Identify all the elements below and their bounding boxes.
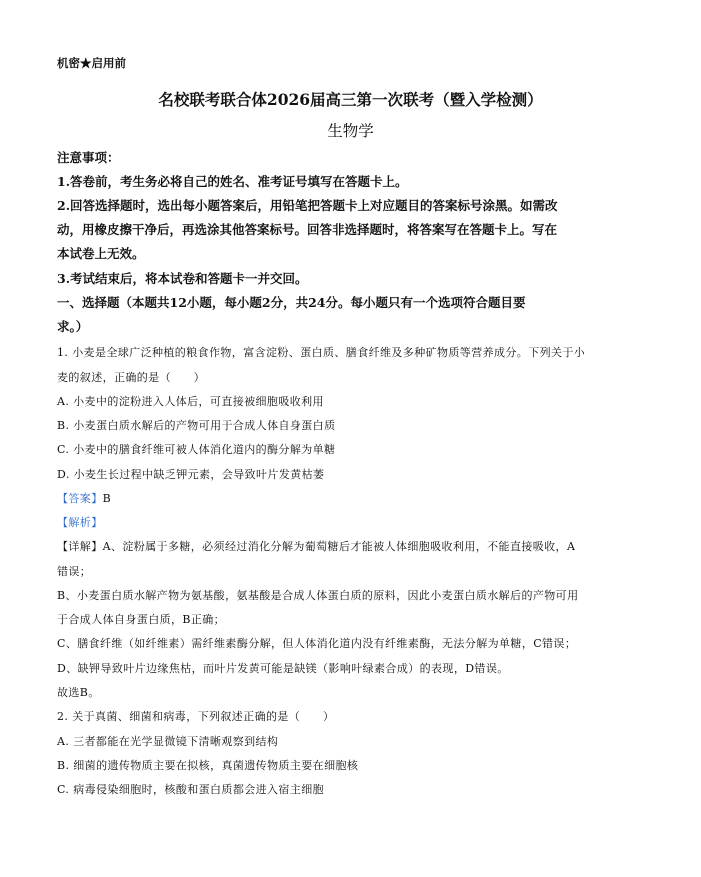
answer-label: 【答案】	[57, 492, 103, 505]
subject-title: 生物学	[327, 122, 374, 140]
note-1: 1.答卷前，考生务必将自己的姓名、准考证号填写在答题卡上。	[57, 174, 408, 189]
q1-option-d: D. 小麦生长过程中缺乏钾元素，会导致叶片发黄枯萎	[57, 468, 325, 481]
q2-option-c: C. 病毒侵染细胞时，核酸和蛋白质都会进入宿主细胞	[57, 783, 325, 796]
q1-option-c: C. 小麦中的膳食纤维可被人体消化道内的酶分解为单糖	[57, 443, 336, 456]
q1-answer	[57, 493, 111, 504]
exam-title: 名校联考联合体2026届高三第一次联考（暨入学检测）	[158, 90, 543, 109]
q1-detail-line-2: 错误；	[57, 565, 92, 578]
q2-stem: 2. 关于真菌、细菌和病毒，下列叙述正确的是（ ）	[57, 710, 335, 723]
section-heading-line-1: 一、选择题（本题共12小题，每小题2分，共24分。每小题只有一个选项符合题目要	[57, 295, 526, 310]
analysis-label: 【解析】	[57, 516, 103, 529]
note-2-line-1: 2.回答选择题时，选出每小题答案后，用铅笔把答题卡上对应题目的答案标号涂黑。如需改	[57, 198, 558, 213]
q2-option-b: B. 细菌的遗传物质主要在拟核，真菌遗传物质主要在细胞核	[57, 759, 359, 772]
q1-detail-line-4: 于合成人体自身蛋白质，B正确；	[57, 613, 226, 626]
q1-detail-line-6: D、缺钾导致叶片边缘焦枯，而叶片发黄可能是缺镁（影响叶绿素合成）的表现，D错误。	[57, 662, 509, 675]
q2-option-a: A. 三者都能在光学显微镜下清晰观察到结构	[57, 735, 279, 748]
section-heading-line-2: 求。）	[57, 319, 89, 334]
q1-detail-line-5: C、膳食纤维（如纤维素）需纤维素酶分解，但人体消化道内没有纤维素酶，无法分解为单糖，C错误；	[57, 637, 577, 650]
q1-stem-line-1: 1. 小麦是全球广泛种植的粮食作物，富含淀粉、蛋白质、膳食纤维及多种矿物质等营养成分。下列关于小	[57, 346, 586, 359]
q1-option-a: A. 小麦中的淀粉进入人体后，可直接被细胞吸收利用	[57, 395, 324, 408]
q1-detail-line-1: 【详解】A、淀粉属于多糖，必须经过消化分解为葡萄糖后才能被人体细胞吸收利用，不能直接吸收，A	[57, 540, 576, 553]
q1-option-b: B. 小麦蛋白质水解后的产物可用于合成人体自身蛋白质	[57, 419, 336, 432]
q1-detail-line-3: B、小麦蛋白质水解产物为氨基酸，氨基酸是合成人体蛋白质的原料，因此小麦蛋白质水解后的产物可用	[57, 589, 579, 602]
note-2-line-3: 本试卷上无效。	[57, 246, 145, 261]
notes-heading: 注意事项：	[57, 150, 120, 165]
note-2-line-2: 动，用橡皮擦干净后，再选涂其他答案标号。回答非选择题时，将答案写在答题卡上。写在	[57, 222, 558, 237]
answer-value: B	[102, 492, 112, 505]
confidential-label: 机密★启用前	[57, 56, 126, 70]
q1-conclusion: 故选B。	[57, 686, 100, 699]
q1-stem-line-2: 麦的叙述，正确的是（ ）	[57, 371, 206, 384]
note-3: 3.考试结束后，将本试卷和答题卡一并交回。	[57, 271, 308, 286]
